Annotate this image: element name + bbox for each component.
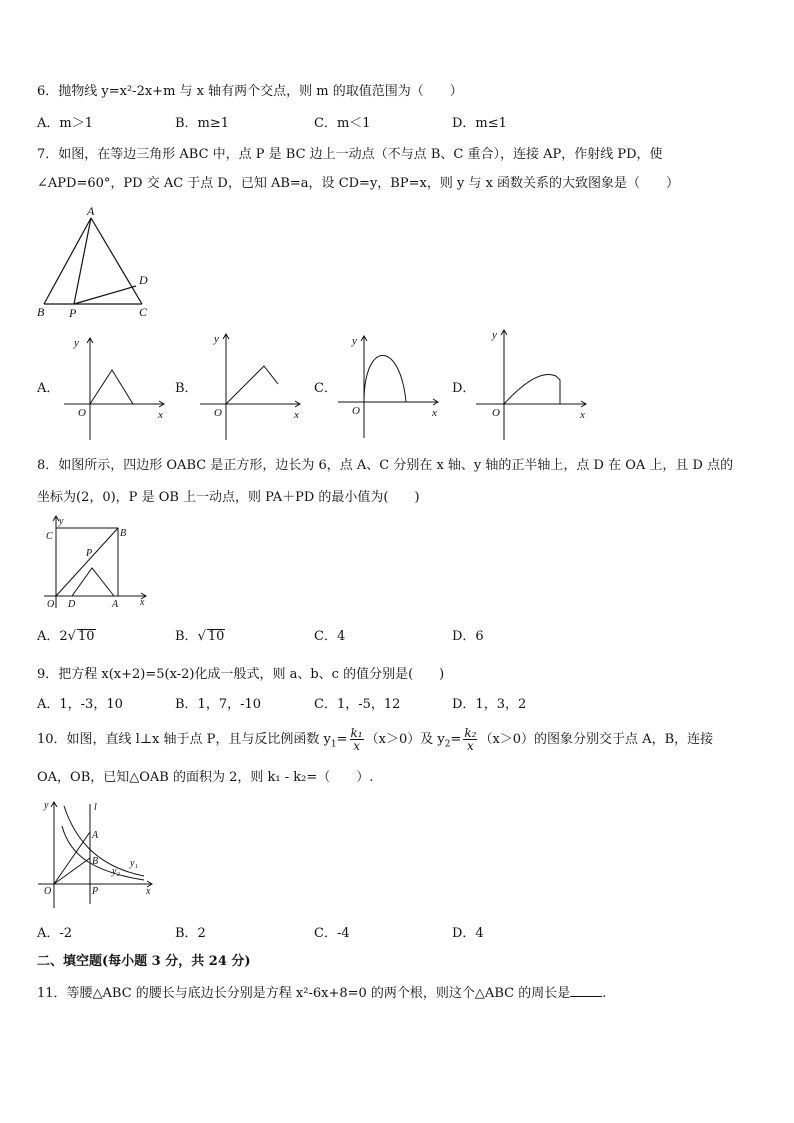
q10-label-y2: y₂ xyxy=(112,866,120,877)
q10-label-a: A xyxy=(92,830,99,841)
q10-sub2: 2 xyxy=(444,739,451,750)
answer-blank xyxy=(570,984,602,997)
q10-stem-line2: OA，OB，已知△OAB 的面积为 2，则 k₁ - k₂=（ ）. xyxy=(37,770,374,785)
q10-eq2: = xyxy=(450,732,462,747)
q7-graph-a xyxy=(60,328,172,444)
q7-option-b-letter: B． xyxy=(175,381,198,396)
q10-label-o: O xyxy=(44,886,52,897)
q7-label-c: C xyxy=(139,305,148,319)
q6-option-a: A．m＞1 xyxy=(37,116,93,131)
q11-stem xyxy=(37,984,606,1002)
q10-label-x: x xyxy=(146,886,151,897)
q7-triangle-figure xyxy=(34,204,164,320)
q8-option-d: D．6 xyxy=(452,629,484,644)
q6-stem: 6．抛物线 y=x²-2x+m 与 x 轴有两个交点，则 m 的取值范围为（ ） xyxy=(37,84,463,99)
q7-label-a: A xyxy=(87,204,95,218)
q8-square-figure xyxy=(34,512,152,612)
q10-sub1: 1 xyxy=(330,739,337,750)
q10-part2: （x＞0）及 y xyxy=(365,732,445,747)
q6-option-d: D．m≤1 xyxy=(452,116,507,131)
q7-stem-line2: ∠APD=60°，PD 交 AC 于点 D，已知 AB=a，设 CD=y，BP=x，则 y 与 x 函数关系的大致图象是（ ） xyxy=(37,176,680,191)
q10-label-p: P xyxy=(92,886,99,897)
q7-graph-c xyxy=(334,330,446,442)
q7-graph-a-x: x xyxy=(158,409,163,421)
q8-option-c: C．4 xyxy=(314,629,346,644)
q7-graph-b-o: O xyxy=(214,407,222,419)
q8-option-b-radicand: 10 xyxy=(207,629,225,644)
q8-option-a xyxy=(37,629,96,645)
q6-option-c: C．m＜1 xyxy=(314,116,371,131)
q8-label-c: C xyxy=(46,531,53,542)
q7-graph-c-x: x xyxy=(432,407,437,419)
q8-label-a: A xyxy=(112,599,119,610)
q10-frac2-num: k₂ xyxy=(464,726,477,740)
q10-part1: 10．如图，直线 l⊥x 轴于点 P，且与反比例函数 y xyxy=(37,732,331,747)
q8-label-b: B xyxy=(120,528,127,539)
q8-option-a-radicand: 10 xyxy=(77,629,95,644)
sqrt-icon: √ xyxy=(197,629,206,644)
q10-fraction-1 xyxy=(350,727,364,752)
q7-graph-d-y: y xyxy=(492,329,497,341)
q10-label-y: y xyxy=(44,800,49,811)
q7-graph-d xyxy=(472,324,594,444)
q8-option-b xyxy=(175,629,225,645)
q10-label-l: l xyxy=(94,802,97,813)
q7-graph-d-x: x xyxy=(580,409,585,421)
q10-eq1: = xyxy=(336,732,348,747)
q8-label-x: x xyxy=(140,597,145,608)
q7-graph-c-y: y xyxy=(352,335,357,347)
q9-option-b: B．1，7，-10 xyxy=(175,697,262,712)
q10-option-d: D．4 xyxy=(452,926,484,941)
q7-option-c-letter: C． xyxy=(314,381,337,396)
q10-frac1-den: x xyxy=(353,739,360,753)
q7-graph-d-o: O xyxy=(492,407,500,419)
q9-option-d: D．1，3，2 xyxy=(452,697,527,712)
q7-option-a-letter: A． xyxy=(37,381,60,396)
q11-text: 11．等腰△ABC 的腰长与底边长分别是方程 x²-6x+8=0 的两个根，则这个△ABC 的周长是 xyxy=(37,986,571,1001)
section-2-heading: 二、填空题(每小题 3 分，共 24 分) xyxy=(37,954,251,969)
q9-option-c: C．1，-5，12 xyxy=(314,697,401,712)
q9-stem: 9．把方程 x(x+2)=5(x-2)化成一般式，则 a、b、c 的值分别是( ) xyxy=(37,667,445,682)
sqrt-icon: √ xyxy=(67,629,76,644)
q10-option-a: A．-2 xyxy=(37,926,73,941)
q10-label-b: B xyxy=(92,856,99,867)
q8-stem-line2: 坐标为(2，0)，P 是 OB 上一动点，则 PA＋PD 的最小值为( ) xyxy=(37,490,420,505)
q10-option-b: B．2 xyxy=(175,926,206,941)
q7-option-d-letter: D． xyxy=(452,381,476,396)
q10-label-y1: y₁ xyxy=(130,858,138,869)
q7-label-p: P xyxy=(69,306,77,320)
q8-label-p: P xyxy=(86,548,93,559)
q7-graph-b-y: y xyxy=(214,333,219,345)
q10-hyperbola-figure xyxy=(34,796,158,910)
q7-graph-a-y: y xyxy=(74,337,79,349)
q8-stem-line1: 8．如图所示，四边形 OABC 是正方形，边长为 6，点 A、C 分别在 x 轴、y 轴的正半轴上，点 D 在 OA 上，且 D 点的 xyxy=(37,458,734,473)
q8-label-y: y xyxy=(59,516,64,527)
q9-option-a: A．1，-3，10 xyxy=(37,697,123,712)
q8-label-d: D xyxy=(68,599,76,610)
q10-frac1-num: k₁ xyxy=(350,726,363,740)
q10-stem-line1 xyxy=(37,725,713,760)
q6-option-b: B．m≥1 xyxy=(175,116,230,131)
q7-graph-b-x: x xyxy=(294,409,299,421)
q7-label-b: B xyxy=(37,305,45,319)
q10-fraction-2 xyxy=(463,727,477,752)
q8-option-a-prefix: A． xyxy=(37,629,60,644)
q10-frac2-den: x xyxy=(467,739,474,753)
q7-graph-c-o: O xyxy=(352,405,360,417)
q11-end: . xyxy=(602,986,607,1001)
q8-option-b-prefix: B． xyxy=(175,629,198,644)
q8-label-o: O xyxy=(47,599,55,610)
q7-graph-a-o: O xyxy=(78,407,86,419)
q7-graph-b xyxy=(196,326,308,444)
q7-stem-line1: 7．如图，在等边三角形 ABC 中，点 P 是 BC 边上一动点（不与点 B、C 重合），连接 AP，作射线 PD，使 xyxy=(37,147,663,162)
q8-option-a-coef: 2 xyxy=(59,629,68,644)
q10-part3: （x＞0）的图象分别交于点 A，B，连接 xyxy=(479,732,714,747)
q10-option-c: C．-4 xyxy=(314,926,350,941)
q7-label-d: D xyxy=(139,273,148,287)
